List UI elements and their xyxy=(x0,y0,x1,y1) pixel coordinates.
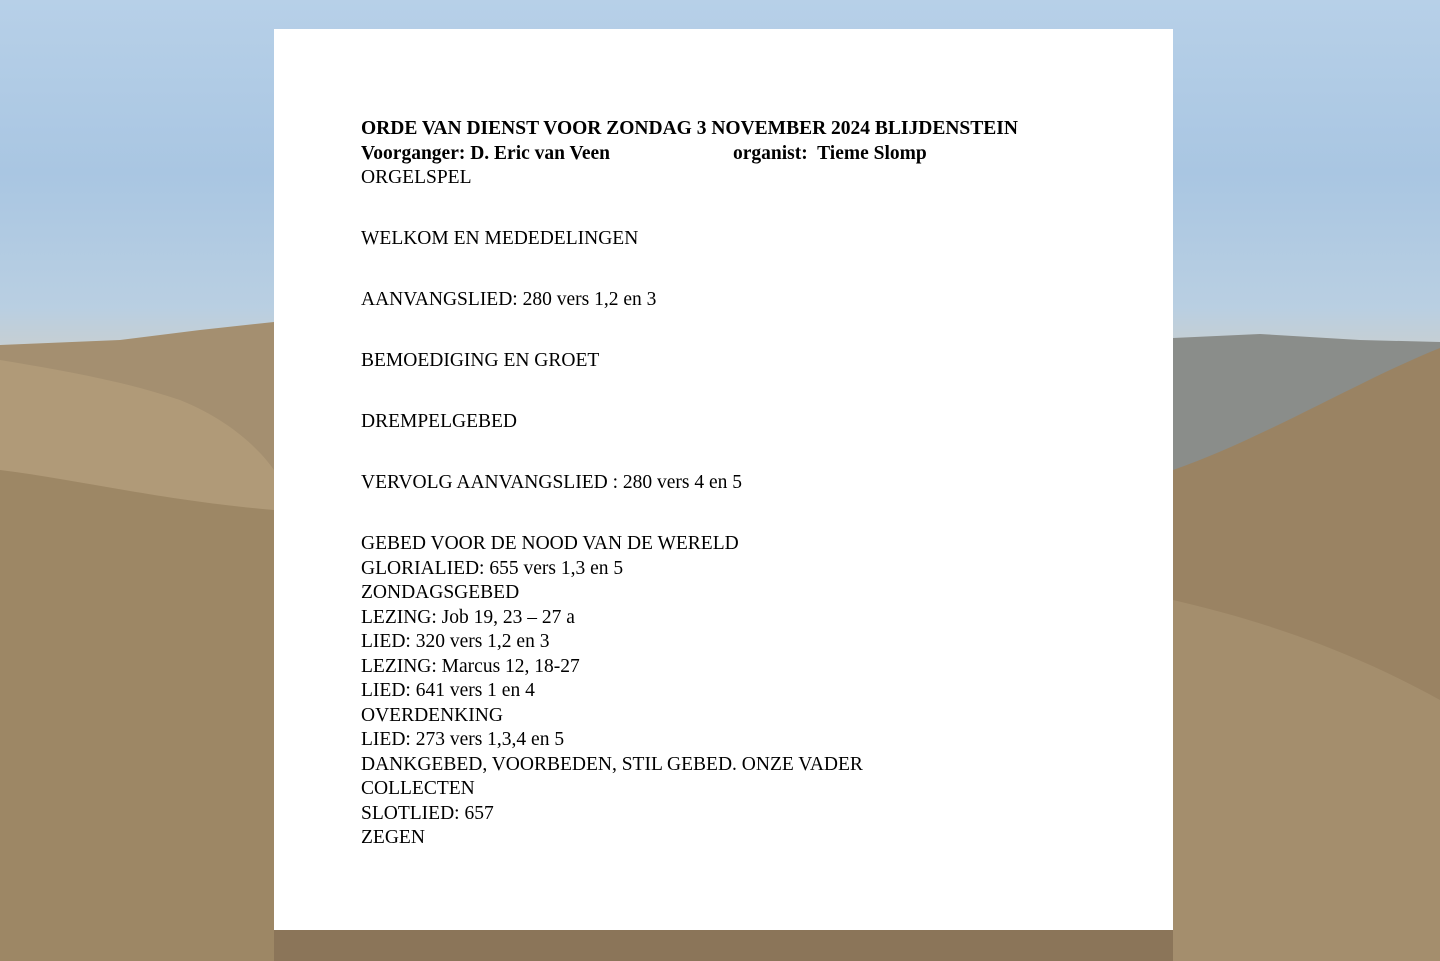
service-item: LIED: 641 vers 1 en 4 xyxy=(361,680,535,701)
service-item: DREMPELGEBED xyxy=(361,411,517,432)
order-of-service-text xyxy=(361,117,1161,851)
service-item: GEBED VOOR DE NOOD VAN DE WERELD xyxy=(361,533,739,554)
service-item: GLORIALIED: 655 vers 1,3 en 5 xyxy=(361,557,624,579)
left-hill-foreground xyxy=(0,470,274,961)
service-item: DANKGEBED, VOORBEDEN, STIL GEBED. ONZE VADER xyxy=(361,753,863,775)
service-item: LIED: 273 vers 1,3,4 en 5 xyxy=(361,729,565,750)
organist-label: organist: Tieme Slomp xyxy=(733,142,927,164)
service-item: WELKOM EN MEDEDELINGEN xyxy=(361,228,639,249)
officiants-line xyxy=(361,142,1161,167)
service-item: AANVANGSLIED: 280 vers 1,2 en 3 xyxy=(361,289,657,310)
bottom-ground xyxy=(274,930,1173,961)
voorganger-label: Voorganger: D. Eric van Veen xyxy=(361,142,610,164)
service-item: OVERDENKING xyxy=(361,704,503,726)
service-item: SLOTLIED: 657 xyxy=(361,802,494,824)
service-item: ZEGEN xyxy=(361,827,425,848)
service-item: LIED: 320 vers 1,2 en 3 xyxy=(361,631,550,652)
service-item: LEZING: Marcus 12, 18-27 xyxy=(361,655,580,677)
service-item: LEZING: Job 19, 23 – 27 a xyxy=(361,606,575,628)
service-item: VERVOLG AANVANGSLIED : 280 vers 4 en 5 xyxy=(361,472,743,493)
service-item: ORGELSPEL xyxy=(361,167,472,188)
service-item: BEMOEDIGING EN GROET xyxy=(361,350,600,371)
order-of-service-sheet xyxy=(274,29,1173,930)
document-title: ORDE VAN DIENST VOOR ZONDAG 3 NOVEMBER 2024 BLIJDENSTEIN xyxy=(361,118,1018,139)
service-item: COLLECTEN xyxy=(361,778,475,799)
service-item: ZONDAGSGEBED xyxy=(361,582,520,603)
